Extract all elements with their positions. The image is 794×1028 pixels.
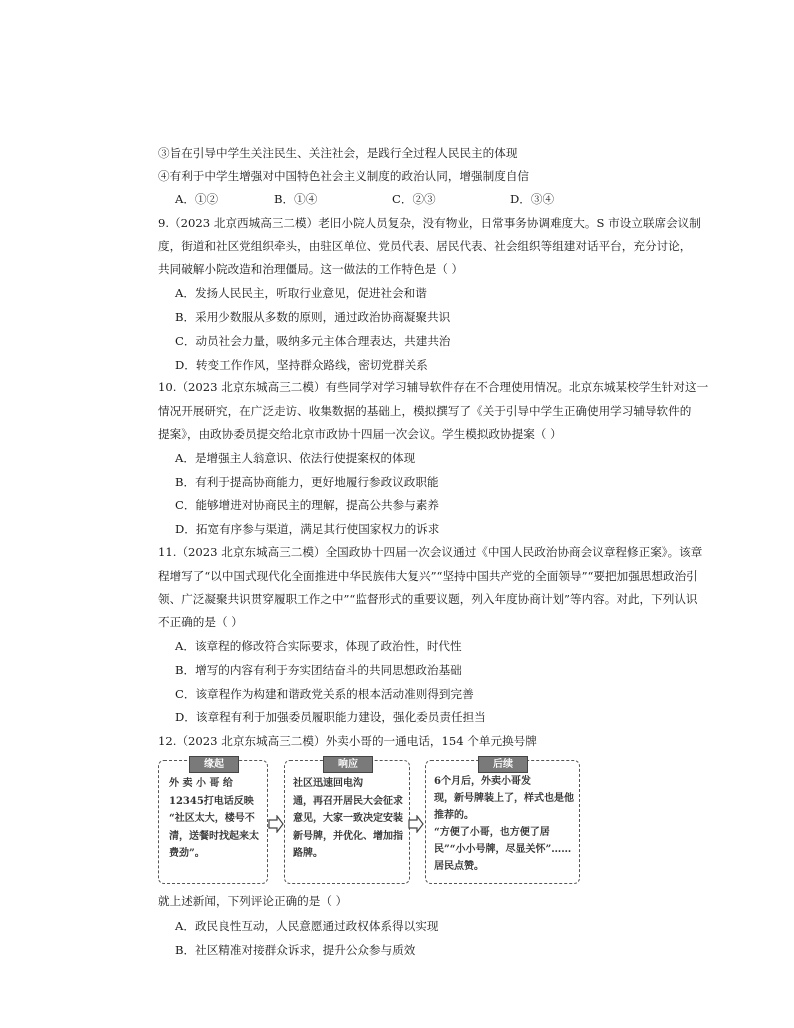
q10-option-b: B．有利于提高协商能力，更好地履行参政议政职能 — [175, 475, 439, 489]
q8-item-4: ④有利于中学生增强对中国特色社会主义制度的政治认同，增强制度自信 — [158, 169, 530, 183]
q12-stem-line1: 12.（2023 北京东城高三二模）外卖小哥的一通电话，154 个单元换号牌 — [158, 734, 537, 748]
q11-stem-line2: 程增写了“以中国式现代化全面推进中华民族伟大复兴”“坚持中国共产党的全面领导”“要把加强思想政治引 — [158, 569, 698, 583]
q9-stem-line2: 度，街道和社区党组织牵头，由驻区单位、党员代表、居民代表、社会组织等组建对话平台，充分讨论， — [158, 239, 692, 253]
q12-box-response — [284, 760, 410, 884]
q12-box-response-tag: 响应 — [323, 756, 373, 773]
q12-box-response-text: 社区迅速回电沟 通，再召开居民大会征求 意见，大家一致决定安装 新号牌，并优化、增加指 路牌。 — [293, 778, 403, 859]
q12-box-followup-text: 6个月后，外卖小哥发 现，新号牌装上了，样式也是他 推荐的。 “方便了小哥，也方便了居 民”“小小号牌，尽显关怀”…… 居民点赞。 — [434, 776, 574, 872]
q8-choice-d: D．③④ — [510, 192, 555, 206]
q10-stem-line3: 提案》，由政协委员提交给北京市政协十四届一次会议。学生模拟政协提案（ ） — [158, 427, 562, 441]
q9-stem-line3: 共同破解小院改造和治理僵局。这一做法的工作特色是（ ） — [158, 262, 464, 276]
q9-option-d: D．转变工作作风，坚持群众路线，密切党群关系 — [175, 358, 428, 372]
q10-option-c: C．能够增进对协商民主的理解，提高公共参与素养 — [175, 498, 439, 512]
q11-option-c: C．该章程作为构建和谐政党关系的根本活动准则得到完善 — [175, 687, 474, 701]
q8-choice-c: C．②③ — [392, 192, 436, 206]
right-arrow-icon — [268, 815, 284, 833]
q12-question: 就上述新闻，下列评论正确的是（ ） — [158, 894, 348, 908]
q12-option-b: B．社区精准对接群众诉求，提升公众参与质效 — [175, 943, 416, 957]
q9-option-b: B．采用少数服从多数的原则，通过政治协商凝聚共识 — [175, 310, 451, 324]
q12-box-origin-text: 外 卖 小 哥 给 12345打电话反映 “社区太大，楼号不 清，送餐时找起来太 费劲”。 — [169, 778, 259, 859]
q12-box-followup — [425, 760, 580, 884]
q10-stem-line2: 情况开展研究，在广泛走访、收集数据的基础上，模拟撰写了《关于引导中学生正确使用学习辅导软件的 — [158, 404, 692, 418]
q10-stem-line1: 10.（2023 北京东城高三二模）有些同学对学习辅导软件存在不合理使用情况。北京东城某校学生针对这一 — [158, 380, 709, 394]
q8-choice-a: A．①② — [175, 192, 219, 206]
q11-stem-line4: 不正确的是（ ） — [158, 615, 243, 629]
q11-stem-line1: 11.（2023 北京东城高三二模）全国政协十四届一次会议通过《中国人民政治协商会议章程修正案》。该章 — [158, 545, 703, 559]
q9-option-c: C．动员社会力量，吸纳多元主体合理表达，共建共治 — [175, 334, 451, 348]
q11-option-b: B．增写的内容有利于夯实团结奋斗的共同思想政治基础 — [175, 663, 462, 677]
q8-item-3: ③旨在引导中学生关注民生、关注社会，是践行全过程人民民主的体现 — [158, 146, 518, 160]
q10-option-d: D．拓宽有序参与渠道，满足其行使国家权力的诉求 — [175, 522, 440, 536]
right-arrow-icon — [408, 815, 424, 833]
q12-box-origin — [158, 760, 268, 884]
q12-box-followup-tag: 后续 — [478, 756, 528, 773]
q11-stem-line3: 领、广泛凝聚共识贯穿履职工作之中”“监督形式的重要议题，列入年度协商计划”等内容。对此，下列认识 — [158, 592, 698, 606]
q11-option-a: A．该章程的修改符合实际要求，体现了政治性，时代性 — [175, 639, 462, 653]
q9-stem-line1: 9.（2023 北京西城高三二模）老旧小院人员复杂，没有物业，日常事务协调难度大。S 市设立联席会议制 — [158, 216, 701, 230]
q10-option-a: A．是增强主人翁意识、依法行使提案权的体现 — [175, 451, 416, 465]
q9-option-a: A．发扬人民民主，听取行业意见，促进社会和谐 — [175, 286, 427, 300]
q12-box-origin-tag: 缘起 — [189, 756, 239, 773]
q11-option-d: D．该章程有利于加强委员履职能力建设，强化委员责任担当 — [175, 710, 486, 724]
q8-choice-b: B．①④ — [274, 192, 318, 206]
q8-choices — [0, 191, 794, 207]
q12-option-a: A．政民良性互动，人民意愿通过政权体系得以实现 — [175, 919, 439, 933]
